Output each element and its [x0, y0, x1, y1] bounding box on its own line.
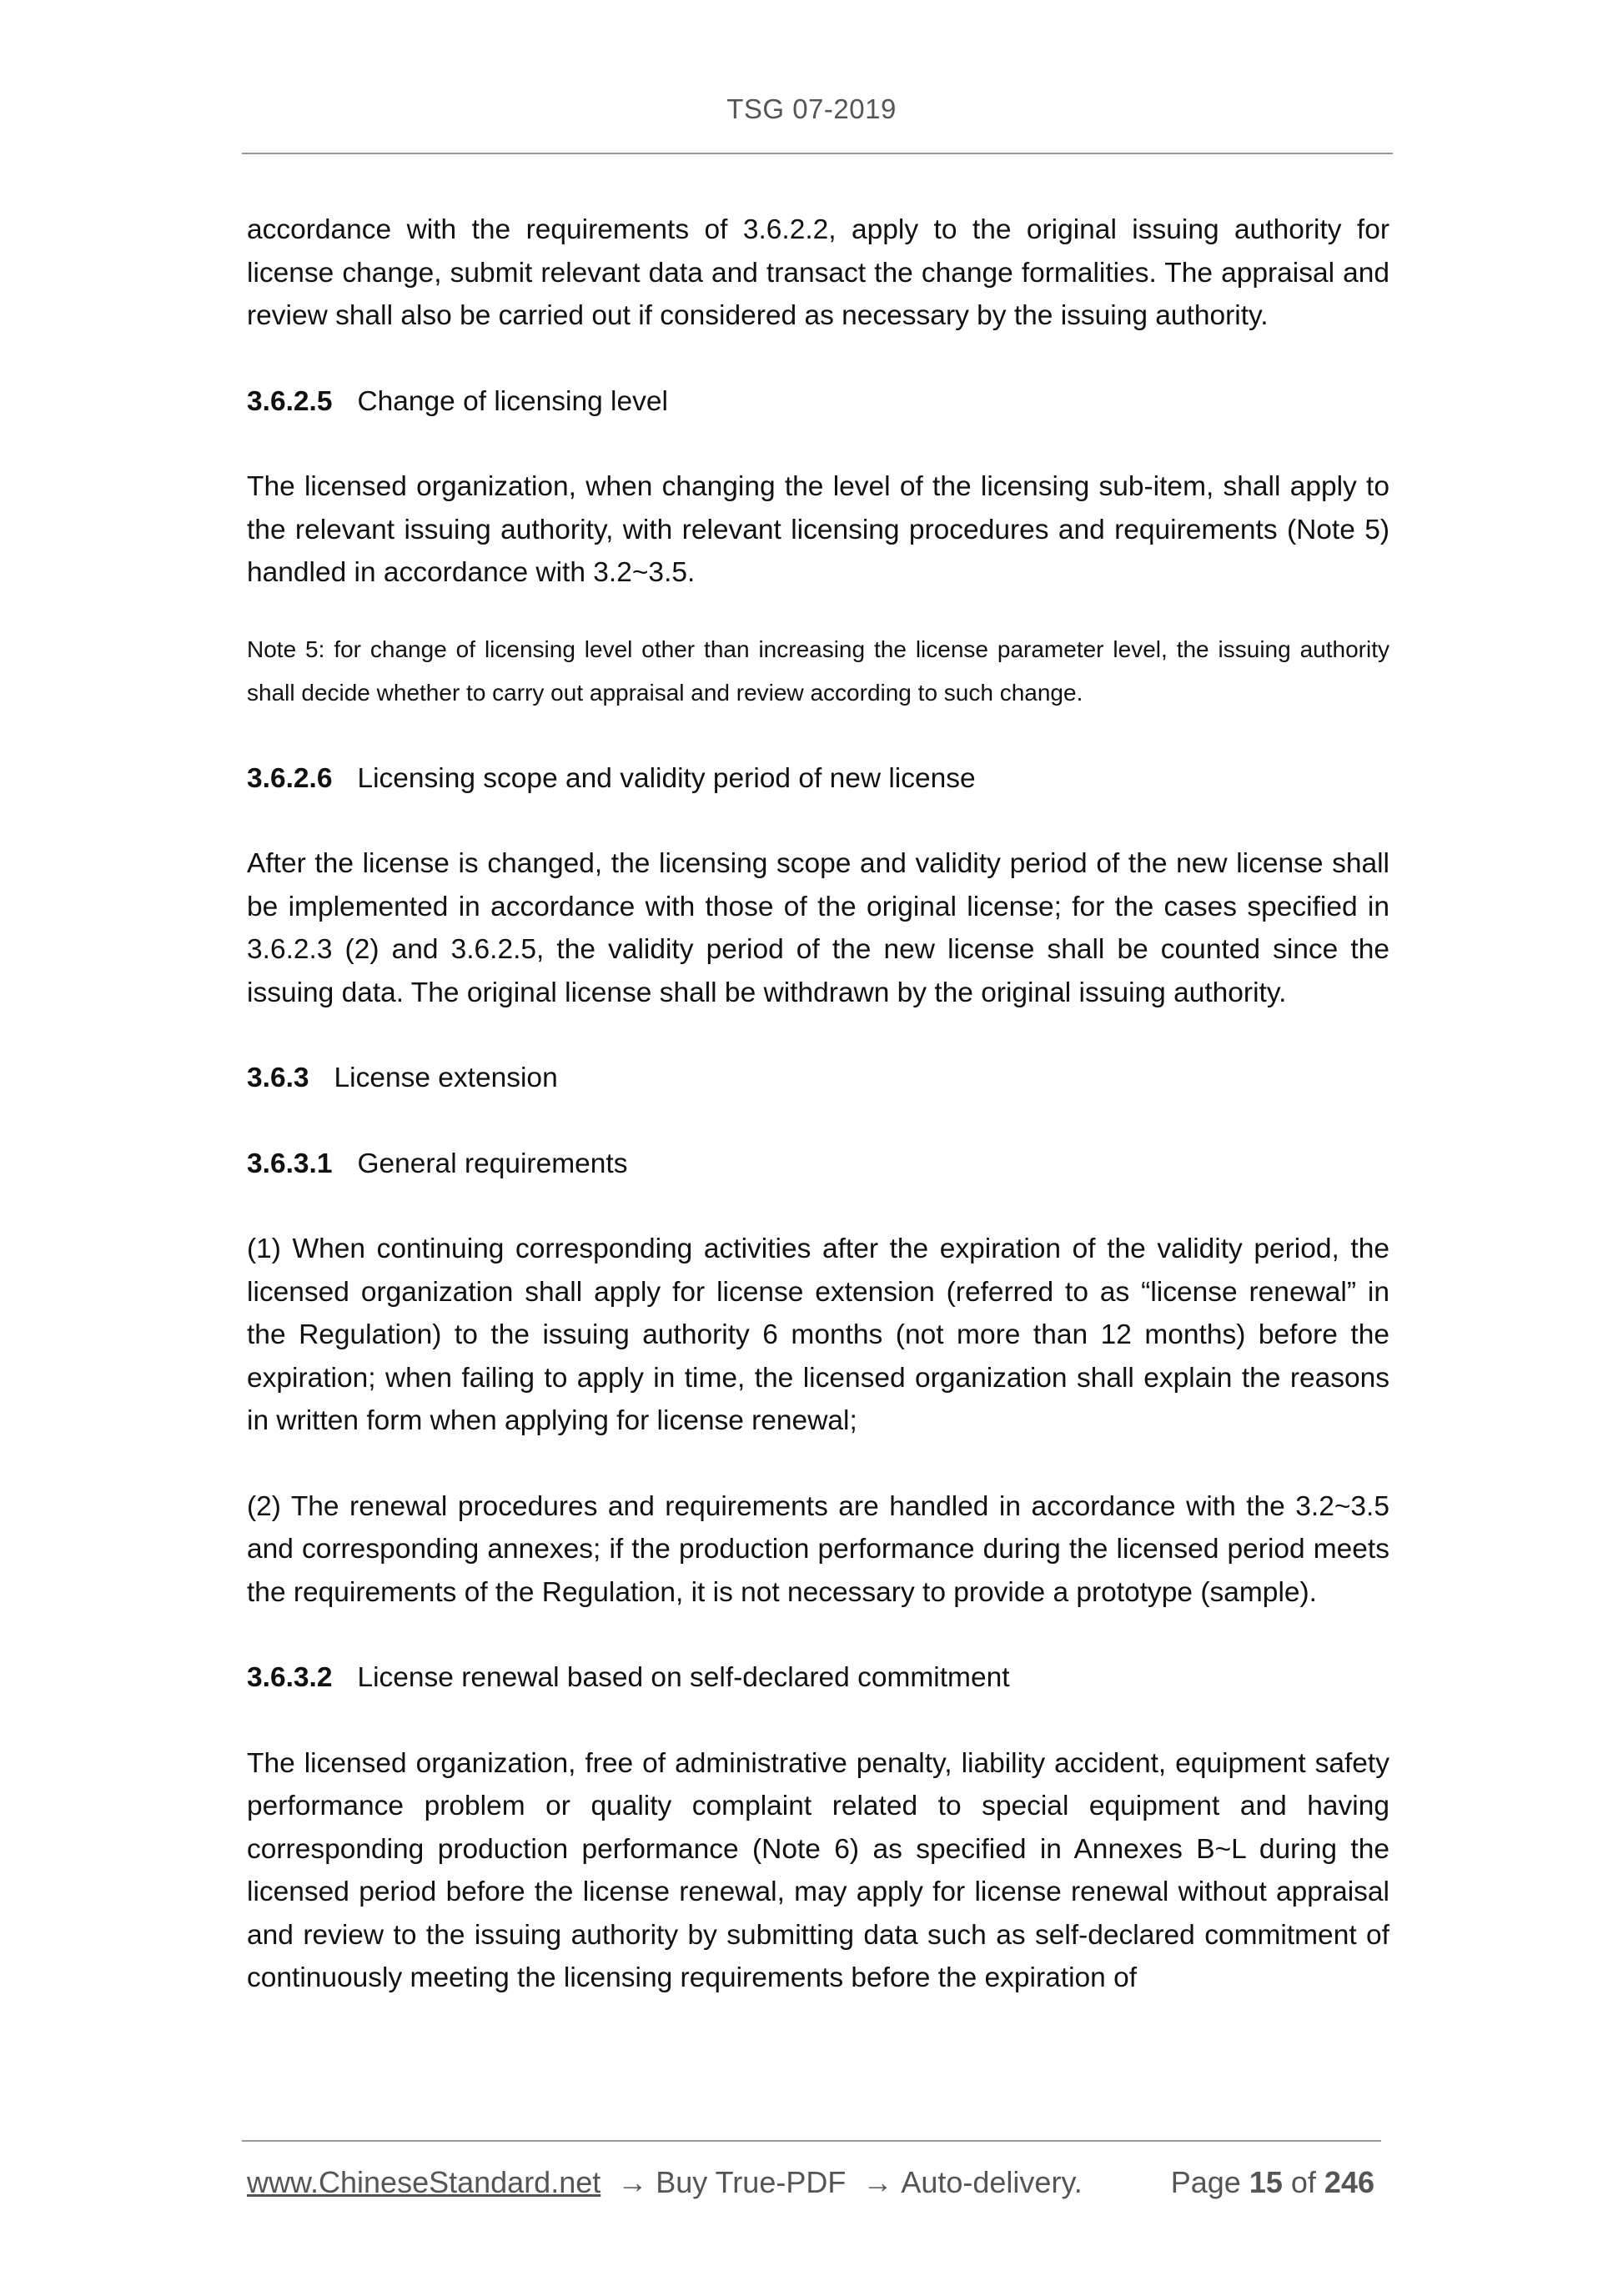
section-title: General requirements [357, 1148, 628, 1179]
buy-text: Buy True-PDF [656, 2165, 847, 2199]
section-heading-3-6-2-5 [247, 380, 1389, 424]
footer-divider [242, 2140, 1381, 2142]
arrow-right-icon: → [617, 2165, 648, 2199]
page-indicator [1171, 2165, 1374, 2200]
paragraph-general-requirement-2: (2) The renewal procedures and requirements are handled in accordance with the 3.2~3.5 and corresponding annexes; if the production performance during the licensed period meets the requirements of the Regulation, it is not necessary to provide a prototype (sample). [247, 1490, 1389, 1608]
page-footer [247, 2165, 1381, 2200]
section-title: Licensing scope and validity period of new license [357, 762, 976, 794]
arrow-right-icon: → [862, 2165, 893, 2199]
paragraph-change-of-level: The licensed organization, when changing the level of the licensing sub-item, shall apply to the relevant issuing authority, with relevant licensing procedures and requirements (Note 5) handled in accordance with 3.2~3.5. [247, 471, 1389, 588]
section-heading-3-6-3-1 [247, 1143, 1389, 1186]
paragraph-self-declared-renewal: The licensed organization, free of administrative penalty, liability accident, equipment safety performance problem or quality complaint related to special equipment and having corresponding production performance (Note 6) as specified in Annexes B~L during the licensed period before the license renewal, may apply for license renewal without appraisal and review to the issuing authority by submitting data such as self-declared commitment of continuously meeting the licensing requirements before the expiration of [247, 1747, 1389, 1993]
section-number: 3.6.2.5 [247, 385, 333, 417]
header-divider [242, 153, 1393, 154]
section-heading-3-6-3-2 [247, 1656, 1389, 1700]
website-link[interactable]: www.ChineseStandard.net [247, 2165, 601, 2199]
section-title: License extension [334, 1063, 558, 1093]
page-number: 15 [1249, 2165, 1283, 2199]
section-number: 3.6.3 [247, 1063, 309, 1093]
note-5: Note 5: for change of licensing level other than increasing the license parameter level, the issuing authority shall decide whether to carry out appraisal and review according to such change. [247, 636, 1389, 706]
document-code: TSG 07-2019 [726, 93, 897, 124]
section-heading-3-6-2-6 [247, 757, 1389, 801]
section-number: 3.6.3.2 [247, 1662, 333, 1693]
page-content [247, 208, 1389, 2000]
section-number: 3.6.2.6 [247, 762, 333, 794]
section-heading-3-6-3 [247, 1057, 1389, 1100]
paragraph-general-requirement-1: (1) When continuing corresponding activities after the expiration of the validity period, the licensed organization shall apply for license extension (referred to as “license renewal” in the Regulation) to the issuing authority 6 months (not more than 12 months) before the expiration; when failing to apply in time, the licensed organization shall explain the reasons in written form when applying for license renewal; [247, 1233, 1389, 1436]
section-title: License renewal based on self-declared commitment [357, 1662, 1010, 1693]
total-pages: 246 [1324, 2165, 1374, 2199]
delivery-text: Auto-delivery. [901, 2165, 1083, 2199]
section-number: 3.6.3.1 [247, 1148, 333, 1179]
page-label: Page [1170, 2165, 1241, 2199]
paragraph-new-license-scope: After the license is changed, the licensing scope and validity period of the new license shall be implemented in accordance with those of the original license; for the cases specified in 3.6.2.3 (2) and 3.6.2.5, the validity period of the new license shall be counted since the issuing data. The original license shall be withdrawn by the original issuing authority. [247, 848, 1389, 1008]
paragraph-continuation: accordance with the requirements of 3.6.2.2, apply to the original issuing authority for license change, submit relevant data and transact the change formalities. The appraisal and review shall also be carried out if considered as necessary by the issuing authority. [247, 214, 1389, 331]
section-title: Change of licensing level [357, 385, 668, 417]
of-label: of [1290, 2165, 1316, 2199]
